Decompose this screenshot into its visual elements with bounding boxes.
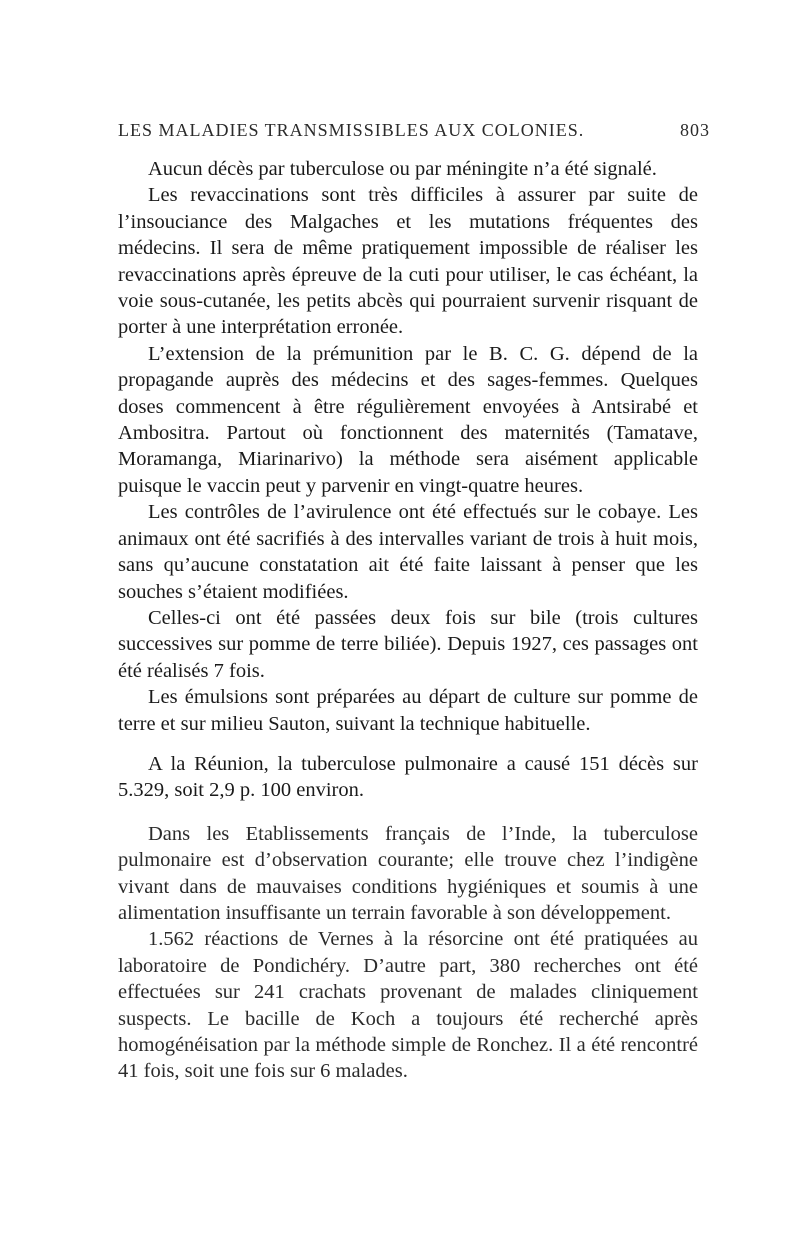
running-header	[118, 120, 710, 141]
paragraph-no-deaths: Aucun décès par tuberculose ou par méningite n’a été signalé.	[148, 158, 657, 180]
paragraph-bile-passages: Celles-ci ont été passées deux fois sur bile (trois cultures successives sur pomme de terre biliée). Depuis 1927, ces passages ont été réalisés 7 fois.	[118, 606, 698, 682]
paragraph-inde: Dans les Etablissements français de l’Inde, la tuberculose pulmonaire est d’observation courante; elle trouve chez l’indigène vivant dans de mauvaises conditions hygiéniques et soumis à une alimentation insuffisante un terrain favorable à son développement.	[118, 822, 698, 924]
header-title: LES MALADIES TRANSMISSIBLES AUX COLONIES.	[118, 120, 585, 140]
paragraph-pondichery: 1.562 réactions de Vernes à la résorcine ont été pratiquées au laboratoire de Pondichéry. D’autre part, 380 recherches ont été effectuées sur 241 crachats provenant de malades cliniquement suspects. Le bacille de Koch a toujours été recherché après homogénéisation par la méthode simple de Ronchez. Il a été rencontré 41 fois, soit une fois sur 6 malades.	[118, 928, 698, 1083]
paragraph-emulsions: Les émulsions sont préparées au départ de culture sur pomme de terre et sur milieu Sauton, suivant la technique habituelle.	[118, 686, 698, 735]
paragraph-reunion: A la Réunion, la tuberculose pulmonaire a causé 151 décès sur 5.329, soit 2,9 p. 100 environ.	[118, 752, 698, 802]
page-number: 803	[680, 120, 710, 140]
paragraph-bcg-extension: L’extension de la prémunition par le B. C. G. dépend de la propagande auprès des médecins et des sages-femmes. Quelques doses commencent à être régulièrement envoyées à Antsirabé et Ambositra. Partout où fonctionnent des maternités (Tamatave, Moramanga, Miarinarivo) la méthode sera aisément applicable puisque le vaccin peut y parvenir en vingt-quatre heures.	[118, 342, 698, 497]
body-text	[118, 156, 698, 1085]
paragraph-avirulence-controls: Les contrôles de l’avirulence ont été effectués sur le cobaye. Les animaux ont été sacrifiés à des intervalles variant de trois à huit mois, sans qu’aucune constatation ait été faite laissant à penser que les souches s’étaient modifiées.	[118, 501, 698, 603]
paragraph-revaccinations: Les revaccinations sont très difficiles à assurer par suite de l’insouciance des Malgaches et les mutations fréquentes des médecins. Il sera de même pratiquement impossible de réaliser les revaccinations après épreuve de la cuti pour utiliser, le cas échéant, la voie sous-cutanée, les petits abcès qui pourraient survenir risquant de porter à une interprétation erronée.	[118, 184, 698, 339]
